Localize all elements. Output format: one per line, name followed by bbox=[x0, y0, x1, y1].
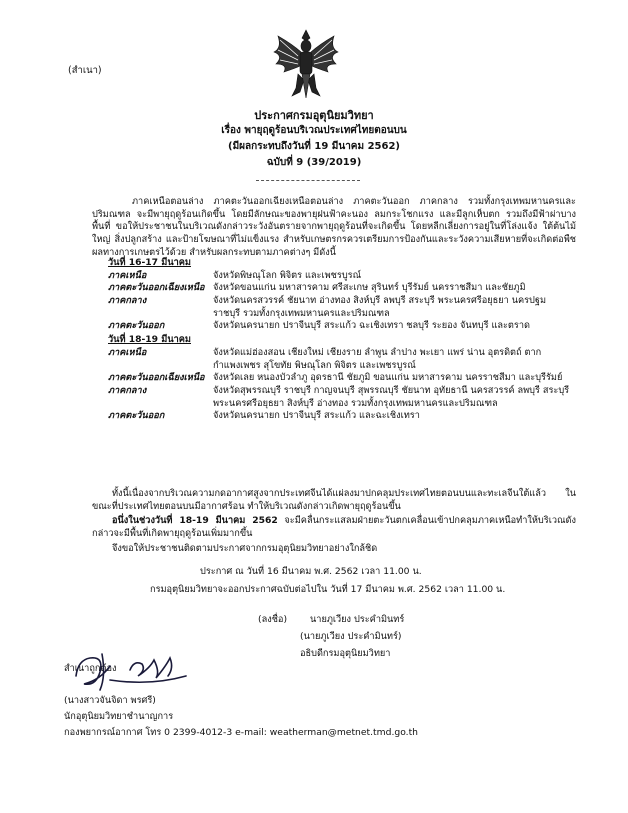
signer-name-paren: (นายภูเวียง ประคำมินทร์) bbox=[300, 631, 402, 642]
signer-title: อธิบดีกรมอุตุนิยมวิทยา bbox=[300, 648, 391, 659]
region-name: ภาคตะวันออก bbox=[108, 320, 165, 332]
announcement-issue: ฉบับที่ 9 (39/2019) bbox=[266, 157, 362, 168]
announced-date: ประกาศ ณ วันที่ 16 มีนาคม พ.ศ. 2562 เวลา 11.00 น. bbox=[200, 566, 422, 577]
regions-table bbox=[108, 256, 576, 423]
region-provinces: จังหวัดแม่ฮ่องสอน เชียงใหม่ เชียงราย ลำพูน ลำปาง พะเยา แพร่ น่าน อุตรดิตถ์ ตาก กำแพงเพชร สุโขทัย พิษณุโลก พิจิตร และเพชรบูรณ์ bbox=[213, 346, 542, 371]
region-row bbox=[108, 410, 576, 423]
copy-certifier-position: นักอุตุนิยมวิทยาชำนาญการ bbox=[64, 711, 174, 722]
handwritten-signature bbox=[70, 646, 188, 696]
announcement-title: ประกาศกรมอุตุนิยมวิทยา bbox=[254, 109, 374, 122]
region-row bbox=[108, 295, 576, 320]
region-row bbox=[108, 320, 576, 333]
copy-certifier-name: (นางสาวจันจิดา พรศรี) bbox=[64, 695, 156, 706]
intro-paragraph bbox=[92, 196, 576, 259]
signer-name: นายภูเวียง ประคำมินทร์ bbox=[310, 614, 405, 625]
region-provinces: จังหวัดสุพรรณบุรี ราชบุรี กาญจนบุรี สุพรรณบุรี ชัยนาท อุทัยธานี นครสวรรค์ ลพบุรี สระบุรี พระนครศรีอยุธยา สิงห์บุรี อ่างทอง รวมทั้งกรุงเทพมหานครและปริมณฑล bbox=[213, 384, 570, 409]
region-name: ภาคกลาง bbox=[108, 295, 147, 307]
period-row bbox=[108, 333, 576, 347]
region-provinces: จังหวัดขอนแก่น มหาสารคาม ศรีสะเกษ สุรินทร์ บุรีรัมย์ นครราชสีมา และชัยภูมิ bbox=[213, 282, 526, 294]
region-row bbox=[108, 282, 576, 295]
region-name: ภาคตะวันออก bbox=[108, 410, 165, 422]
westerly-date: อนึ่งในช่วงวันที่ 18-19 มีนาคม 2562 bbox=[112, 515, 278, 527]
announcement-effect: (มีผลกระทบถึงวันที่ 19 มีนาคม 2562) bbox=[228, 141, 400, 152]
region-row bbox=[108, 372, 576, 385]
region-provinces: จังหวัดพิษณุโลก พิจิตร และเพชรบูรณ์ bbox=[213, 269, 362, 281]
region-name: ภาคเหนือ bbox=[108, 269, 147, 281]
region-provinces: จังหวัดนครนายก ปราจีนบุรี สระแก้ว ฉะเชิงเทรา ชลบุรี ระยอง จันทบุรี และตราด bbox=[213, 320, 530, 332]
region-name: ภาคตะวันออกเฉียงเหนือ bbox=[108, 282, 205, 294]
region-provinces: จังหวัดนครสวรรค์ ชัยนาท อ่างทอง สิงห์บุรี ลพบุรี สระบุรี พระนครศรีอยุธยา นครปฐม ราชบุรี รวมทั้งกรุงเทพมหานครและปริมณฑล bbox=[213, 295, 547, 319]
announcement-subject: เรื่อง พายุฤดูร้อนบริเวณประเทศไทยตอนบน bbox=[221, 125, 407, 136]
westerly-paragraph bbox=[92, 515, 576, 540]
contact-line: กองพยากรณ์อากาศ โทร 0 2399-4012-3 e-mail: weatherman@metnet.tmd.go.th bbox=[64, 727, 419, 738]
advice-paragraph: จึงขอให้ประชาชนติดตามประกาศจากกรมอุตุนิยมวิทยาอย่างใกล้ชิด bbox=[112, 542, 378, 554]
next-issue-date: กรมอุตุนิยมวิทยาจะออกประกาศฉบับต่อไปใน วันที่ 17 มีนาคม พ.ศ. 2562 เวลา 11.00 น. bbox=[150, 584, 506, 595]
signed-label: (ลงชื่อ) bbox=[258, 614, 288, 625]
cause-section bbox=[92, 488, 576, 557]
region-provinces: จังหวัดเลย หนองบัวลำภู อุดรธานี ชัยภูมิ ขอนแก่น มหาสารคาม นครราชสีมา และบุรีรัมย์ bbox=[213, 372, 563, 384]
certified-copy-label: สำเนาถูกต้อง bbox=[64, 663, 117, 674]
region-name: ภาคเหนือ bbox=[108, 346, 147, 358]
copy-label: (สำเนา) bbox=[68, 65, 102, 76]
garuda-emblem-icon bbox=[268, 26, 344, 102]
region-row bbox=[108, 270, 576, 283]
cause-paragraph: ทั้งนี้เนื่องจากบริเวณความกดอากาศสูงจากประเทศจีนได้แผ่ลงมาปกคลุมประเทศไทยตอนบนและทะเลจีนใต้แล้ว ในขณะที่ประเทศไทยตอนบนมีอากาศร้อน ทำให้บริเวณดังกล่าวเกิดพายุฤดูร้อนขึ้น bbox=[92, 488, 576, 512]
divider bbox=[256, 180, 360, 181]
region-row bbox=[108, 385, 576, 410]
period-label: วันที่ 16-17 มีนาคม bbox=[108, 257, 191, 268]
region-row bbox=[108, 347, 576, 372]
period-label: วันที่ 18-19 มีนาคม bbox=[108, 334, 191, 346]
region-name: ภาคกลาง bbox=[108, 384, 147, 396]
period-row bbox=[108, 256, 576, 270]
region-name: ภาคตะวันออกเฉียงเหนือ bbox=[108, 372, 205, 384]
intro-text: ภาคเหนือตอนล่าง ภาคตะวันออกเฉียงเหนือตอนล่าง ภาคตะวันออก ภาคกลาง รวมทั้งกรุงเทพมหานครและปริมณฑล จะมีพายุฤดูร้อนเกิดขึ้น โดยมีลักษณะของพายุฝนฟ้าคะนอง ลมกระโชกแรง และมีลูกเห็บตก รวมถึงมีฟ้าผ่าบางพื้นที่ ขอให้ประชาชนในบริเวณดังกล่าวระวังอันตรายจากพายุฤดูร้อนที่จะเกิดขึ้น โดยหลีกเลี่ยงการอยู่ในที่โล่งแจ้ง ใต้ต้นไม้ใหญ่ สิ่งปลูกสร้าง และป้ายโฆษณาที่ไม่แข็งแรง สำหรับเกษตรกรควรเตรียมการป้องกันและระวังความเสียหายที่จะเกิดต่อพืชผลทางการเกษตรไว้ด้วย สำหรับผลกระทบตามภาคต่างๆ มีดังนี้ bbox=[92, 196, 576, 258]
westerly-text: จะมีคลื่นกระแสลมฝ่ายตะวันตกเคลื่อนเข้าปกคลุมภาคเหนือทำให้บริเวณดังกล่าวจะมีพื้นที่เกิดพายุฤดูร้อนเพิ่มมากขึ้น bbox=[92, 515, 576, 540]
region-provinces: จังหวัดนครนายก ปราจีนบุรี สระแก้ว และฉะเชิงเทรา bbox=[213, 410, 420, 422]
